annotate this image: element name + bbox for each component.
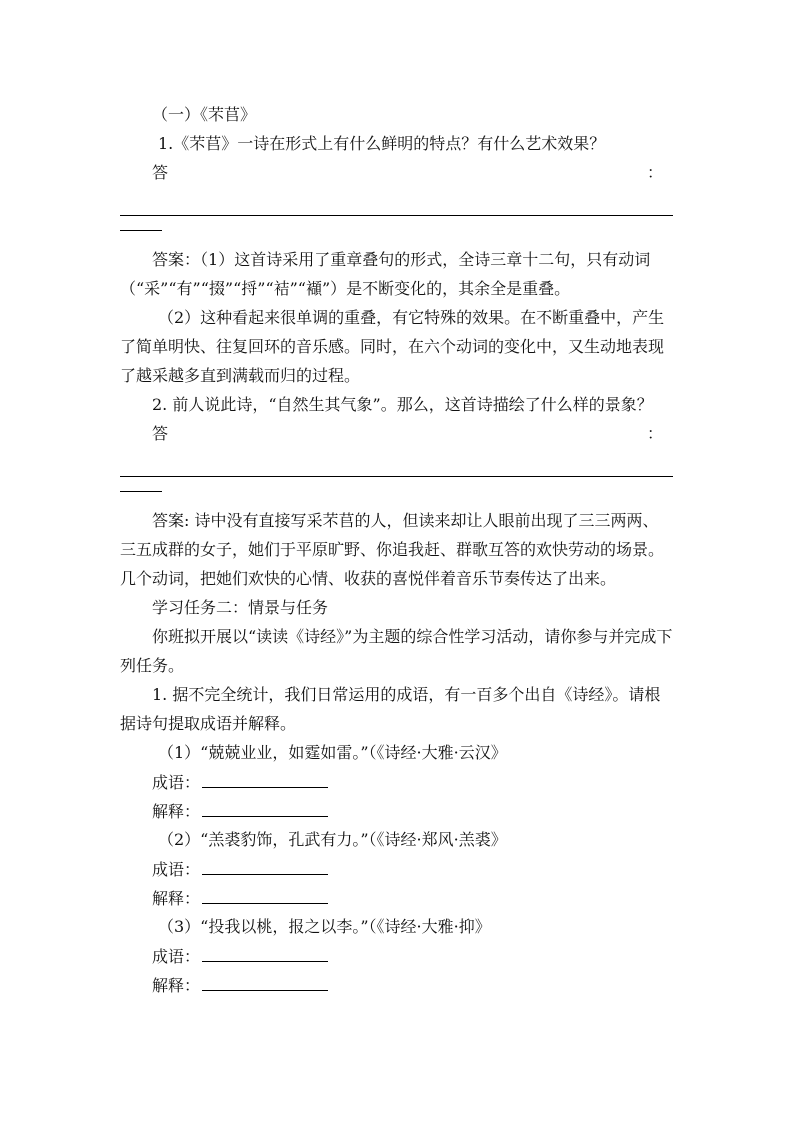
idiom-input-3[interactable]: [202, 941, 328, 962]
explain-input-2[interactable]: [202, 883, 328, 904]
explain-input-3[interactable]: [202, 970, 328, 991]
explain-label: 解释：: [152, 976, 201, 995]
idiom-label: 成语：: [152, 860, 201, 879]
answer-line-tail: [120, 216, 673, 245]
answer-prompt: 答: [152, 163, 169, 182]
task-heading: 学习任务二：情景与任务: [152, 598, 329, 617]
question-1: 1.《芣苢》一诗在形式上有什么鲜明的特点？有什么艺术效果？: [158, 134, 606, 153]
answer-1-paragraph-1: [120, 245, 673, 303]
explain-row-1: [120, 796, 673, 825]
quote-3: （3）“投我以桃，报之以李。”（《诗经·大雅·抑》: [158, 917, 491, 936]
short-rule: [120, 477, 162, 492]
answer-2-paragraph: 答案: 诗中没有直接写采芣苢的人，但读来却让人眼前出现了三三两两、三五成群的女子，她们于平原旷野、你追我赶、群歌互答的欢快劳动的场景。几个动词，把她们欢快的心情、收获的喜悦伴着音乐节奏传达了出来。: [120, 511, 665, 588]
answer-field-1[interactable]: [120, 158, 673, 187]
answer-line[interactable]: [120, 448, 673, 477]
idiom-input-2[interactable]: [202, 854, 328, 875]
task-intro: 你班拟开展以“读读《诗经》”为主题的综合性学习活动，请你参与并完成下列任务。: [120, 627, 673, 675]
answer-label: 答案：: [152, 250, 201, 269]
task-item-1: 1. 据不完全统计，我们日常运用的成语，有一百多个出自《诗经》。请根据诗句提取成语并解释。: [120, 685, 661, 733]
explain-row-3: [120, 970, 673, 999]
answer-1-paragraph-2: （2）这种看起来很单调的重叠，有它特殊的效果。在不断重叠中，产生了简单明快、往复回环的音乐感。同时，在六个动词的变化中，又生动地表现了越采越多直到满载而归的过程。: [120, 308, 665, 385]
answer-field-2[interactable]: [120, 419, 673, 448]
question-2: 2. 前人说此诗，“自然生其气象”。那么，这首诗描绘了什么样的景象？: [152, 395, 653, 414]
explain-label: 解释：: [152, 889, 201, 908]
idiom-input-1[interactable]: [202, 767, 328, 788]
worksheet-page: [120, 100, 673, 999]
answer-prompt: 答: [152, 424, 169, 443]
quote-1: （1）“兢兢业业，如霆如雷。”（《诗经·大雅·云汉》: [158, 743, 507, 762]
short-rule: [120, 216, 162, 231]
answer-line[interactable]: [120, 187, 673, 216]
explain-label: 解释：: [152, 802, 201, 821]
answer-colon: ：: [646, 163, 663, 182]
idiom-row-1: [120, 767, 673, 796]
idiom-label: 成语：: [152, 947, 201, 966]
idiom-row-2: [120, 854, 673, 883]
idiom-label: 成语：: [152, 773, 201, 792]
idiom-row-3: [120, 941, 673, 970]
explain-row-2: [120, 883, 673, 912]
answer-line-tail: [120, 477, 673, 506]
section-title: （一）《芣苢》: [152, 105, 257, 124]
quote-2: （2）“羔裘豹饰，孔武有力。”（《诗经·郑风·羔裘》: [158, 830, 507, 849]
answer-1-text-1: （1）这首诗采用了重章叠句的形式，全诗三章十二句，只有动词（“采”“有”“掇”“捋”“袺”“襭”）是不断变化的，其余全是重叠。: [120, 250, 651, 298]
answer-colon: ：: [646, 424, 663, 443]
explain-input-1[interactable]: [202, 796, 328, 817]
